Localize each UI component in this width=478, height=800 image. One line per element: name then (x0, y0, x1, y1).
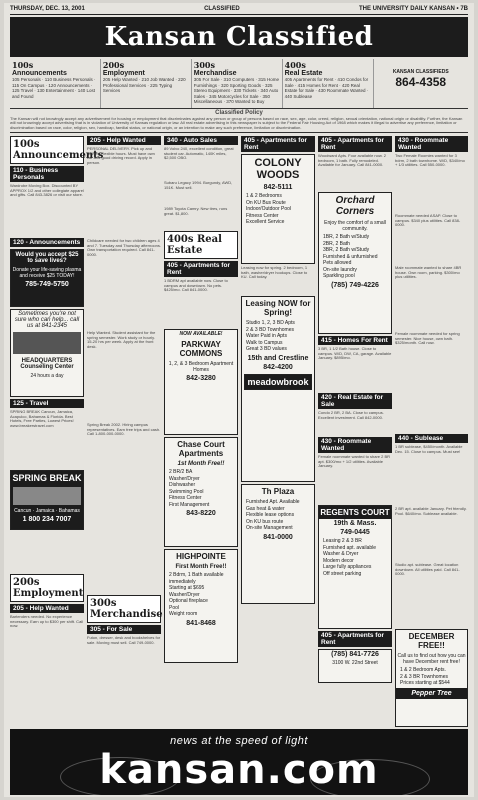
heading-405-col5b: 405 - Apartments for Rent (318, 631, 392, 647)
listing-340-b: Subaru Legacy 1994. Burgundy, AWD, 151K. Must sell. (164, 181, 233, 190)
heading-305: 305 - For Sale (87, 625, 161, 634)
heading-405-col4: 405 - Apartments for Rent (241, 136, 315, 152)
masthead (10, 17, 468, 57)
listing-405-col5: Woodward Apts. Four available now. 2 bedroom, 1 bath. Fully remodeled. Available for January. Call 841-0000. (318, 154, 386, 168)
listing-440-c: Studio apt. sublease. Great location downtown. All utilities paid. Call 841-0000. (395, 563, 460, 577)
column-4 (241, 136, 315, 726)
ad-meadowbrook[interactable]: Leasing NOW for Spring! Studio 1, 2, 3 BD Apts 2 & 3 BD Townhomes Water Paid in Apts Walk to Campus Great 3 BD values 15th and Crestline 842-4200 meadowbrook (241, 296, 315, 482)
section-300s: 300s Merchandise (87, 595, 161, 623)
listing-205-b: Childcare needed for two children ages 4 and 7. Tuesday and Thursday afternoons. Own transportation required. Call 841-0000. (87, 239, 161, 257)
header-paper: THE UNIVERSITY DAILY KANSAN • 7B (358, 6, 468, 12)
heading-415: 415 - Homes For Rent (318, 336, 392, 345)
ad-spring-break[interactable]: SPRING BREAK Cancun · Jamaica · Bahamas 1 800 234 7007 (10, 470, 84, 530)
listing-430-c: Male roommate wanted to share 4BR house. Own room, parking. $300/mo plus utilities. (395, 266, 462, 280)
listing-415: 3 BR, 1 1/2 Bath house. Close to campus. W/D, DW, CA, garage. Available January. $895/mo. (318, 347, 392, 361)
ad-highpointe[interactable]: HIGHPOINTE First Month Free!! 2 Bdrm, 1 Bath available immediately Starting at $695 Washer/Dryer Optional fireplace Pool Weight room 841-8468 (164, 549, 238, 663)
listing-440-b: 2 BR apt. available January. Pet friendly. Pool. $640/mo. Sublease available. (395, 507, 467, 516)
heading-125: 125 - Travel (10, 399, 84, 408)
listing-420: Condo 2 BR, 2 BA. Close to campus. Excellent investment. Call 842-0000. (318, 411, 384, 420)
category-100s[interactable]: 100s Announcements 105 Personals · 110 Business Personals · 115 On Campus · 120 Announcements · 125 Travel · 130 Entertainment · 140 Lost and Found (10, 59, 101, 108)
listing-430-col5: Female roommate wanted to share 2 BR apt. $300/mo + 1/2 utilities. Available January. (318, 455, 391, 469)
colony-features: 1 & 2 Bedrooms On KU Bus Route Indoor/Outdoor Pool Fitness Center Excellent Service (246, 193, 292, 225)
banner-site: kansan.com (99, 747, 379, 793)
category-index (10, 59, 468, 109)
classified-phone: 864-4358 (395, 75, 447, 89)
classified-policy: Classified Policy The Kansan will not knowingly accept any advertisement for housing or employment that discriminates against any person or group of persons based on race, sex, age, color, creed, religion, sexual orientation, national origin or disability. Further, the Kansan will not knowingly accept advertising that is in violation of University of Kansas regulation or law. All real estate advertising in this newspaper is subject to the Federal Fair Housing Act of 1968 which makes it illegal to advertise any preference, limitation or discrimination based on race, color, religion, sex, handicap, familial status, or national origin, or an intention to make any such preference, limitation or discrimination. (10, 111, 468, 133)
regents-features: Leasing 2 & 3 BR Furnished apt. available Washer & Dryer Modern decor Large fully appliances Off street parking (323, 538, 377, 577)
heading-440: 440 - Sublease (395, 434, 468, 443)
running-header (10, 6, 468, 15)
listing-110: Wardrobe Moving Box. Discounted BY APPROX 1/2 and other collegiate apparel and gifts. Call 843-3826 or visit our store. (10, 184, 84, 198)
heading-430-col5: 430 - Roommate Wanted (318, 437, 392, 453)
column-5 (318, 136, 392, 726)
header-date: THURSDAY, DEC. 13, 2001 (10, 6, 85, 12)
listing-205-col1: Bartenders needed. No experience necessary. Earn up to $300 per shift. Call now. (10, 615, 84, 629)
column-6 (395, 136, 468, 726)
column-2 (87, 136, 161, 726)
heading-405-col5: 405 - Apartments for Rent (318, 136, 392, 152)
heading-340: 340 - Auto Sales (164, 136, 238, 145)
th-plaza-features: Furnished Apt. Available Gas heat & water Flexible lease options On KU bus route On-site Management (246, 499, 300, 531)
column-1 (10, 136, 104, 726)
heading-420: 420 - Real Estate for Sale (318, 393, 392, 409)
december-features: 1 & 2 Bedroom Apts. 2 & 3 BR Townhomes Prices starting at $544 (400, 667, 450, 686)
section-100s: 100s Announcements (10, 136, 84, 164)
ad-3100-w22nd[interactable]: (785) 841-7726 3100 W. 22nd Street (318, 649, 392, 683)
ad-orchard-corners[interactable]: Orchard Corners Enjoy the comfort of a small community. 1BR, 2 Bath w/Study 2BR, 2 Bath 3BR, 2 Bath w/Study Furnished & unfurnished Pets allowed On-site laundry Sparkling pool (785) 749-4226 (318, 192, 392, 334)
banner-tagline: news at the speed of light (170, 735, 308, 747)
section-200s: 200s Employment (10, 574, 84, 602)
ad-th-plaza[interactable]: Th Plaza Furnished Apt. Available Gas heat & water Flexible lease options On KU bus route On-site Management 841-0000 (241, 484, 315, 604)
listing-430-d: Female roommate needed for spring semester. Nice house, own bath. $325/month. Call now. (395, 332, 460, 346)
listing-340-c: 1989 Toyota Camry. New tires, runs great. $1,800. (164, 207, 228, 216)
listing-430-a: Two Female Roomies wanted for 3 bdrm, 2 bath townhome. W/D, $340/mo + 1/3 utilities. Call 550-0000. (395, 154, 465, 168)
listing-340-a: 89 Volvo 240, excellent condition, great student car. Automatic, 140K miles, $2,500 OBO. (164, 147, 234, 161)
heading-120: 120 - Announcements (10, 238, 84, 247)
ad-december-free[interactable]: DECEMBER FREE!! Call us to find out how you can have December rent free! 1 & 2 Bedroom Apts. 2 & 3 BR Townhomes Prices starting at $544 Pepper Tree (395, 629, 468, 727)
beach-photo (13, 487, 81, 505)
column-3 (164, 136, 238, 726)
orchard-features: 1BR, 2 Bath w/Study 2BR, 2 Bath 3BR, 2 Bath w/Study Furnished & unfurnished Pets allowed On-site laundry Sparkling pool (323, 234, 378, 279)
newspaper-page (4, 3, 474, 797)
listing-440-a: 1 BR sublease, $450/month. Available Dec. 15. Close to campus. Must see! (395, 445, 463, 454)
ad-parkway-commons[interactable]: NOW AVAILABLE! PARKWAY COMMONS 1, 2, & 3 Bedroom Apartment Homes 842-3280 (164, 329, 238, 435)
ad-regents-court[interactable]: REGENTS COURT 19th & Mass. 749-0445 Leasing 2 & 3 BR Furnished apt. available Washer & Dryer Modern decor Large fully appliances Off street parking (318, 505, 392, 629)
ad-columns (10, 136, 468, 726)
section-400s: 400s Real Estate (164, 231, 238, 259)
ad-headquarters[interactable]: Sometimes you're not sure who can help... call us at 841-2345 HEADQUARTERS Counseling Center 24 hours a day (10, 309, 84, 397)
listing-305: Futon, dresser, desk and bookshelves for sale. Moving must sell. Call 749-0000. (87, 636, 161, 645)
kansan-banner[interactable] (10, 729, 468, 795)
listing-205-c: Help Wanted. Student assistant for the spring semester. Work study or hourly. 15-20 hrs per week. Apply at the front desk. (87, 331, 156, 349)
listing-125: SPRING BREAK Cancun, Jamaica, Acapulco, Bahamas & Florida. Best Hotels, Free Parties, Lowest Prices! www.breakerstravel.com (10, 410, 74, 428)
category-400s[interactable]: 400s Real Estate 405 Apartments for Rent · 410 Condos for Sale · 415 Homes for Rent · 420 Real Estate for Sale · 430 Roommate Wanted · 440 Sublease (283, 59, 374, 108)
listing-430-b: Roommate needed ASAP. Close to campus. $340 plus utilities. Call 838-0000. (395, 214, 461, 228)
header-section: CLASSIFIED (204, 6, 240, 12)
headquarters-logo (13, 332, 81, 354)
category-300s[interactable]: 300s Merchandise 305 For Sale · 310 Computers · 315 Home Furnishings · 320 Sporting Goods · 325 Stereo Equipment · 330 Tickets · 340 Auto Sales · 345 Motorcycles for Sale · 350 Miscellaneous · 370 Wanted to Buy (192, 59, 283, 108)
listing-205-d: Spring Break 2002. Hiring campus representatives. Earn free trips and cash. Call 1-800-000-0000. (87, 423, 161, 437)
meadowbrook-features: Studio 1, 2, 3 BD Apts 2 & 3 BD Townhomes Water Paid in Apts Walk to Campus Great 3 BD values (246, 320, 295, 352)
classified-contact: KANSAN CLASSIFIEDS 864-4358 (374, 59, 468, 108)
ad-chase-court[interactable]: Chase Court Apartments 1st Month Free!! 2 BR/2 BA Washer/Dryer Dishwasher Swimming Pool Fitness Center First Management 843-8220 (164, 437, 238, 547)
highpointe-features: 2 Bdrm, 1 Bath available immediately Starting at $695 Washer/Dryer Optional fireplace Pool Weight room (169, 572, 224, 617)
ad-colony-woods[interactable]: COLONY WOODS 842-5111 1 & 2 Bedrooms On KU Bus Route Indoor/Outdoor Pool Fitness Center Excellent Service (241, 154, 315, 264)
heading-405-col3: 405 - Apartments for Rent (164, 261, 238, 277)
heading-110: 110 - Business Personals (10, 166, 84, 182)
heading-205: 205 - Help Wanted (87, 136, 161, 145)
ad-plasma[interactable]: Would you accept $25 to save lives? Donate your life-saving plasma and receive $25 TODAY! 785-749-5750 (10, 249, 84, 307)
heading-205-col1: 205 - Help Wanted (10, 604, 84, 613)
masthead-title: Kansan Classified (104, 22, 374, 52)
category-200s[interactable]: 200s Employment 205 Help Wanted · 210 Job Wanted · 220 Professional Services · 225 Typing Services (101, 59, 192, 108)
listing-205-a: PERSONAL DELIVERY. Pick up and deliver. Flexible hours. Must have own car and good driving record. Apply in person. (87, 147, 155, 165)
listing-405-col3: 1 BDRM apt available now. Close to campus and downtown. No pets. $425/mo. Call 841-0000. (164, 279, 228, 293)
listing-405-col4: Leasing now for spring. 2 bedroom, 1 bath, washer/dryer hookups. Close to KU. Call today. (241, 266, 308, 280)
chase-features: 2 BR/2 BA Washer/Dryer Dishwasher Swimming Pool Fitness Center First Management (169, 469, 210, 508)
heading-430-col6: 430 - Roommate Wanted (395, 136, 468, 152)
